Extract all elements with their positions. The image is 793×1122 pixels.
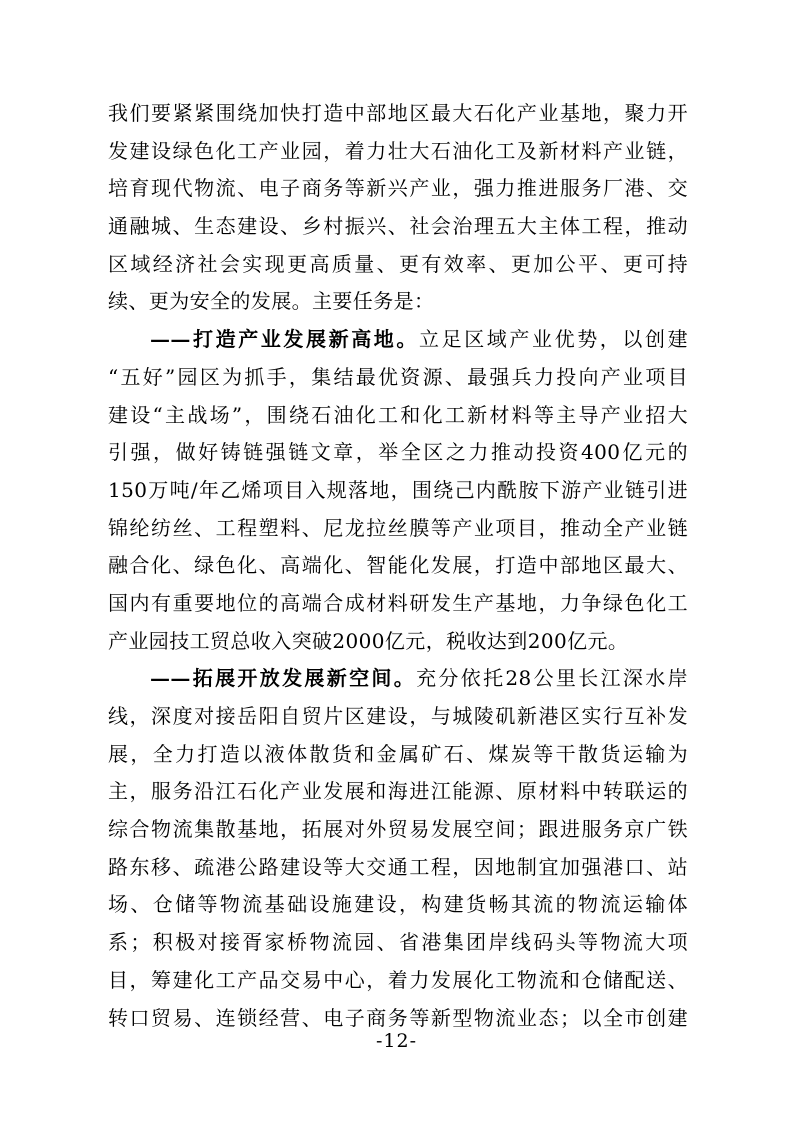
page-number: -12- xyxy=(375,1030,418,1052)
text-line: 我们要紧紧围绕加快打造中部地区最大石化产业基地，聚力开 xyxy=(108,101,688,125)
text-line: 引强，做好铸链强链文章，举全区之力推动投资400亿元的 xyxy=(108,440,688,465)
text-line: 目，筹建化工产品交易中心，着力发展化工物流和仓储配送、 xyxy=(108,967,688,992)
text-line: 融合化、绿色化、高端化、智能化发展，打造中部地区最大、 xyxy=(108,553,688,578)
text-line: 转口贸易、连锁经营、电子商务等新型物流业态；以全市创建 xyxy=(108,1005,688,1030)
text-line: 场、仓储等物流基础设施建设，构建货畅其流的物流运输体 xyxy=(108,892,688,917)
text-line: 产业园技工贸总收入突破2000亿元，税收达到200亿元。 xyxy=(108,628,629,653)
text-line: 展，全力打造以液体散货和金属矿石、煤炭等干散货运输为 xyxy=(108,741,688,766)
section-heading: ——拓展开放发展新空间。 xyxy=(150,666,417,691)
text-line xyxy=(108,321,688,359)
text-line: 建设“主战场”，围绕石油化工和化工新材料等主导产业招大 xyxy=(108,402,688,427)
text-line: “五好”园区为抓手，集结最优资源、最强兵力投向产业项目 xyxy=(108,364,688,389)
text-line: 系；积极对接胥家桥物流园、省港集团岸线码头等物流大项 xyxy=(108,930,688,955)
section-heading: ——打造产业发展新高地。 xyxy=(150,327,419,352)
text-run: 充分依托28公里长江深水岸 xyxy=(416,666,688,691)
body-text xyxy=(108,95,688,1037)
text-line: 通融城、生态建设、乡村振兴、社会治理五大主体工程，推动 xyxy=(108,214,688,239)
text-line: 线，深度对接岳阳自贸片区建设，与城陵矶新港区实行互补发 xyxy=(108,704,688,728)
text-line: 国内有重要地位的高端合成材料研发生产基地，力争绿色化工 xyxy=(108,590,688,615)
paragraph-industry-highland xyxy=(108,321,688,660)
text-line: 路东移、疏港公路建设等大交通工程，因地制宜加强港口、站 xyxy=(108,854,688,879)
text-line: 续、更为安全的发展。主要任务是： xyxy=(108,289,435,314)
text-line: 区域经济社会实现更高质量、更有效率、更加公平、更可持 xyxy=(108,251,688,276)
text-line: 锦纶纺丝、工程塑料、尼龙拉丝膜等产业项目，推动全产业链 xyxy=(108,515,688,540)
text-line: 发建设绿色化工产业园，着力壮大石油化工及新材料产业链， xyxy=(108,138,688,163)
text-line xyxy=(108,660,688,698)
paragraph-open-development xyxy=(108,660,688,1037)
text-line: 培育现代物流、电子商务等新兴产业，强力推进服务厂港、交 xyxy=(108,176,688,201)
paragraph-intro xyxy=(108,95,688,321)
text-line: 主，服务沿江石化产业发展和海进江能源、原材料中转联运的 xyxy=(108,779,688,804)
text-line: 综合物流集散基地，拓展对外贸易发展空间；跟进服务京广铁 xyxy=(108,817,688,842)
text-run: 立足区域产业优势，以创建 xyxy=(419,327,688,352)
text-line: 150万吨/年乙烯项目入规落地，围绕己内酰胺下游产业链引进 xyxy=(108,477,688,502)
